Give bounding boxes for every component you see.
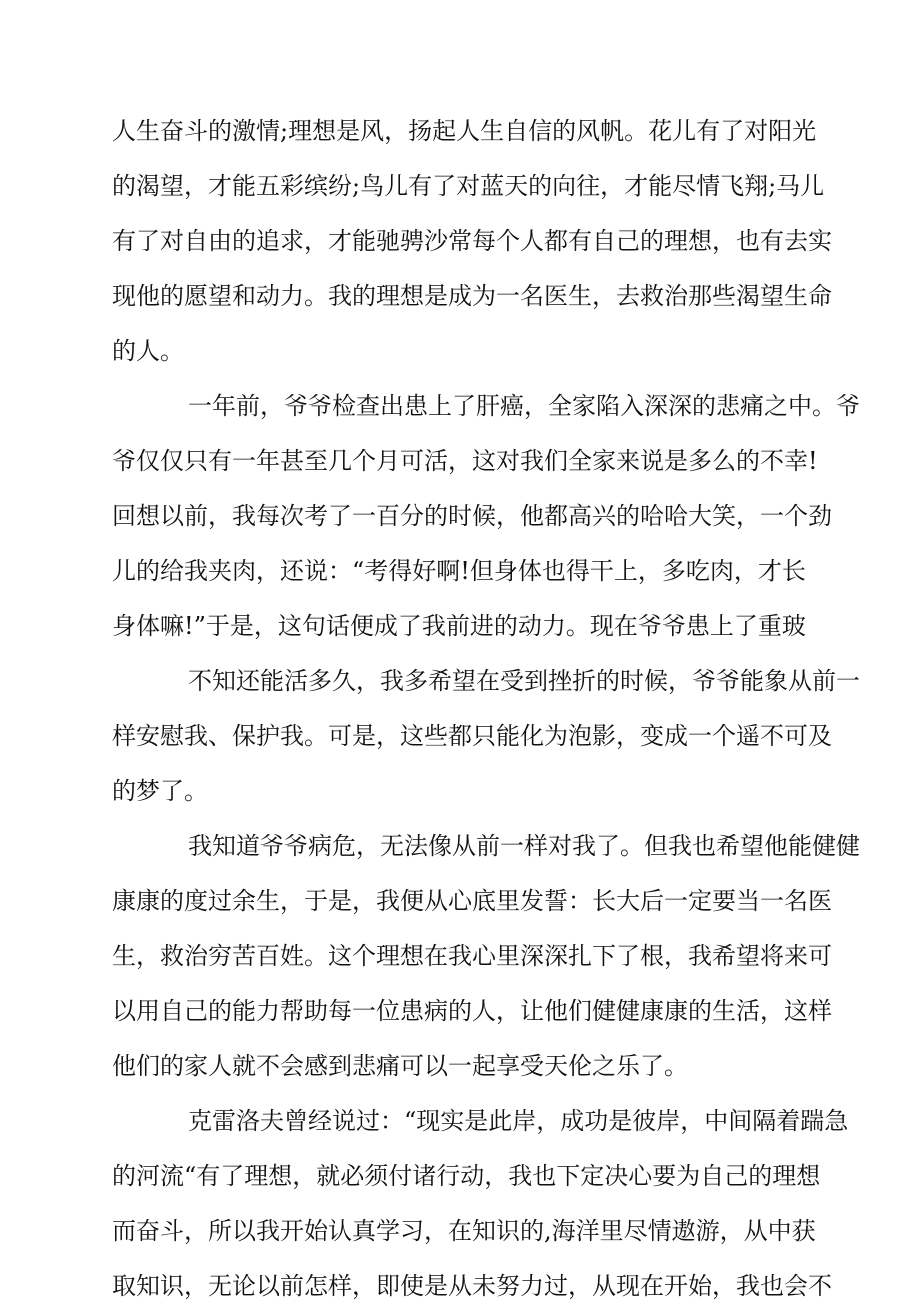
text-line: 以用自己的能力帮助每一位患病的人，让他们健健康康的生活，这样 <box>112 997 832 1025</box>
text-line: 现他的愿望和动力。我的理想是成为一名医生，去救治那些渴望生命 <box>112 282 832 310</box>
body-text <box>112 104 860 1314</box>
paragraph-first-line: 一年前，爷爷检查出患上了肝癌，全家陷入深深的悲痛之中。爷 <box>188 392 860 420</box>
text-line: 有了对自由的追求，才能驰骋沙常每个人都有自己的理想，也有去实 <box>112 227 832 255</box>
paragraph-first-line: 不知还能活多久，我多希望在受到挫折的时候，爷爷能象从前一 <box>188 667 860 695</box>
text-line: 他们的家人就不会感到悲痛可以一起享受天伦之乐了。 <box>112 1052 688 1080</box>
text-line: 生，救治穷苦百姓。这个理想在我心里深深扎下了根，我希望将来可 <box>112 942 832 970</box>
text-line: 而奋斗，所以我开始认真学习，在知识的,海洋里尽情遨游，从中获 <box>112 1217 816 1245</box>
text-line: 人生奋斗的激情;理想是风，扬起人生自信的风帆。花儿有了对阳光 <box>112 117 817 145</box>
text-line: 儿的给我夹肉，还说：“考得好啊!但身体也得干上，多吃肉，才长 <box>112 557 806 585</box>
text-line: 康康的度过余生，于是，我便从心底里发誓：长大后一定要当一名医 <box>112 887 832 915</box>
text-line: 的渴望，才能五彩缤纷;鸟儿有了对蓝天的向往，才能尽情飞翔;马儿 <box>112 172 825 200</box>
text-line: 的人。 <box>112 337 184 365</box>
text-line: 爷仅仅只有一年甚至几个月可活，这对我们全家来说是多么的不幸! <box>112 447 818 475</box>
paragraph-first-line: 克雷洛夫曾经说过：“现实是此岸，成功是彼岸，中间隔着踹急 <box>188 1107 849 1135</box>
paragraph-first-line: 我知道爷爷病危，无法像从前一样对我了。但我也希望他能健健 <box>188 832 860 860</box>
text-line: 样安慰我、保护我。可是，这些都只能化为泡影，变成一个遥不可及 <box>112 722 832 750</box>
text-line: 的梦了。 <box>112 777 208 805</box>
text-line: 的河流“有了理想，就必须付诸行动，我也下定决心要为自己的理想 <box>112 1162 821 1190</box>
text-line: 身体嘛!”于是，这句话便成了我前进的动力。现在爷爷患上了重玻 <box>112 612 806 640</box>
text-line: 回想以前，我每次考了一百分的时候，他都高兴的哈哈大笑，一个劲 <box>112 502 832 530</box>
text-line: 取知识，无论以前怎样，即使是从未努力过，从现在开始，我也会不 <box>112 1272 832 1300</box>
